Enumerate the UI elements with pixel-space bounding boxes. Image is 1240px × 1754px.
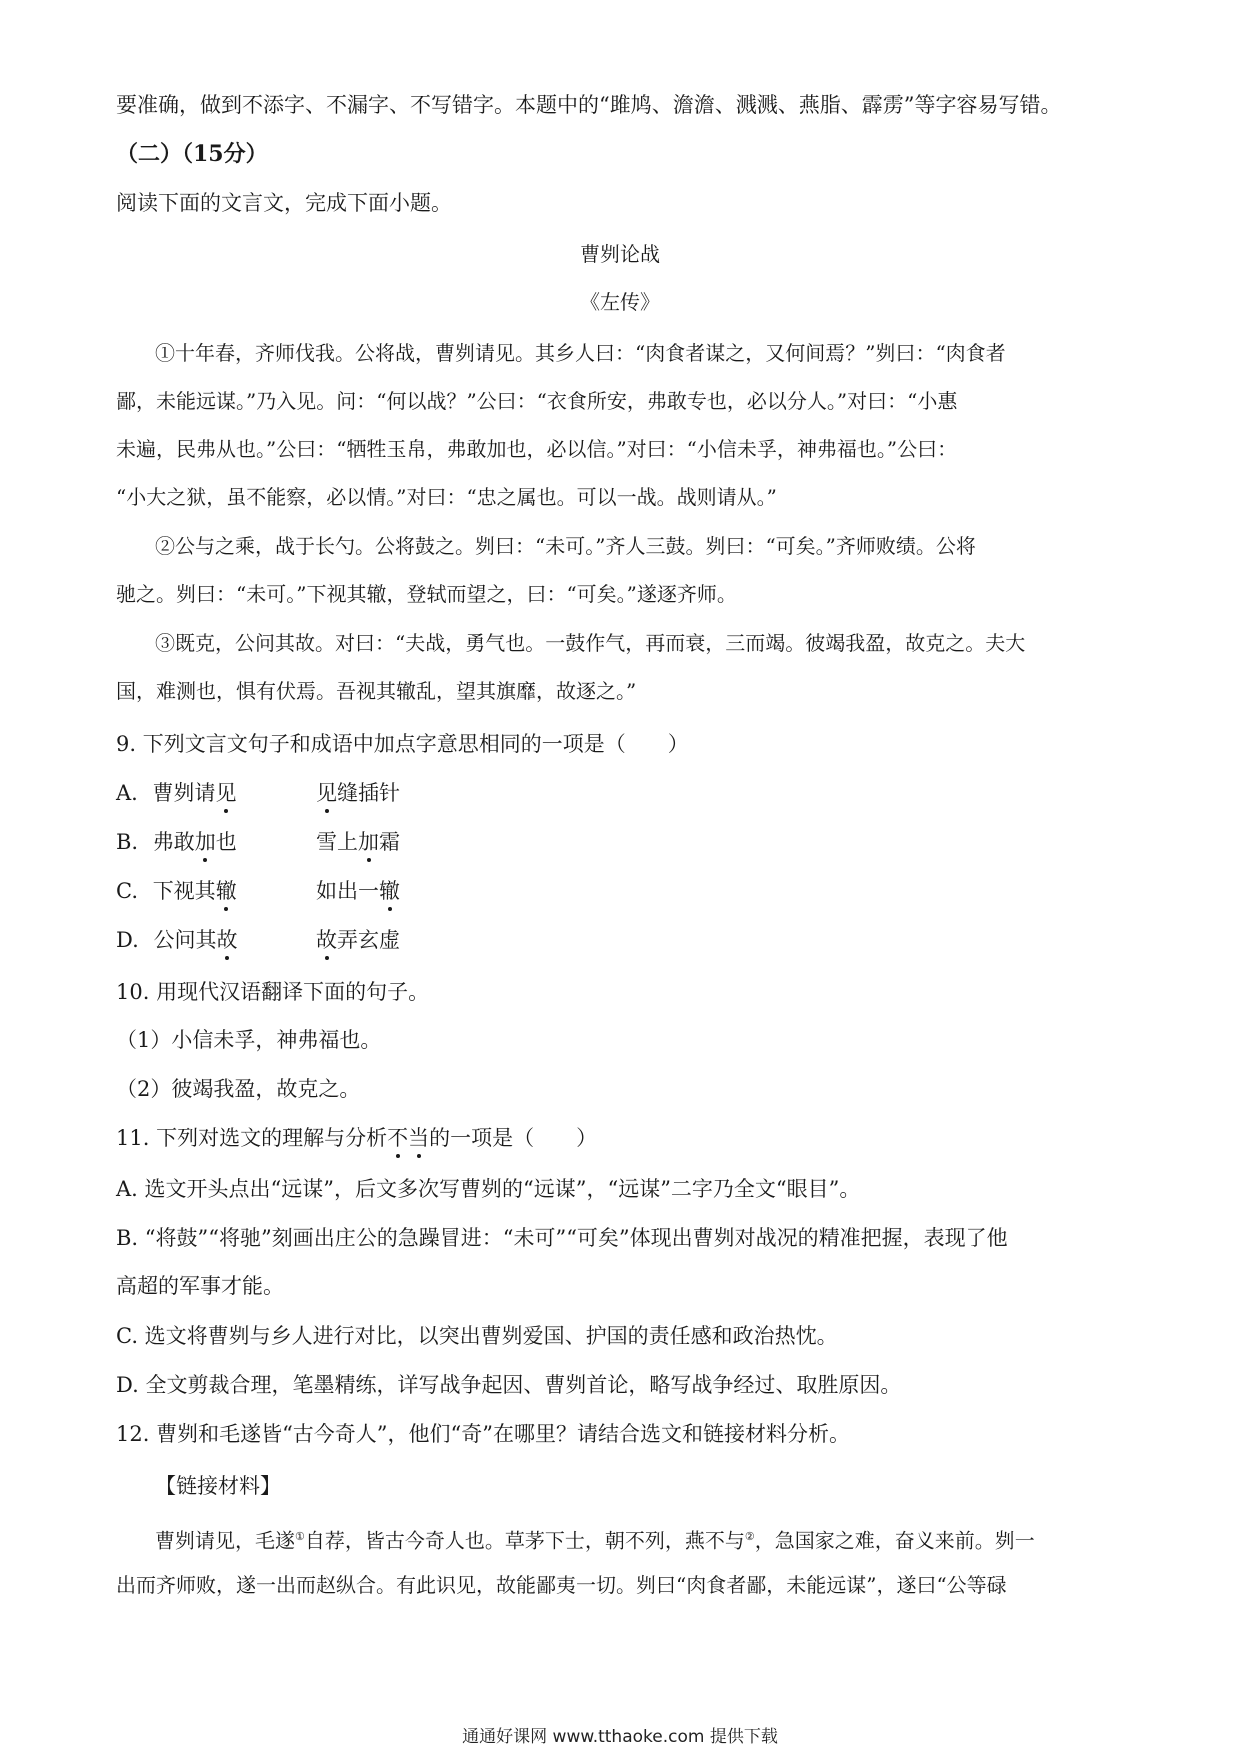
q11-option-c: C. 选文将曹刿与乡人进行对比，以突出曹刿爱国、护国的责任感和政治热忱。	[116, 1324, 838, 1348]
footnote-marker: ②	[744, 1530, 755, 1543]
q11-option-b-line1: B. “将鼓”“将驰”刻画出庄公的急躁冒进：“未可”“可矣”体现出曹刿对战况的精准把握，表现了他	[116, 1226, 1008, 1250]
section-heading: （二）（15分）	[116, 141, 268, 167]
option-letter: D.	[116, 928, 139, 952]
q11-option-b-line2: 高超的军事才能。	[116, 1274, 284, 1298]
option-sentence: 公问其故	[153, 928, 238, 952]
q9-option-c	[116, 877, 237, 905]
passage-source: 《左传》	[580, 290, 660, 314]
q10-item-1: （1）小信未孚，神弗福也。	[116, 1028, 382, 1052]
dotted-char: 加	[194, 830, 216, 854]
q9-stem: 9. 下列文言文句子和成语中加点字意思相同的一项是（ ）	[116, 732, 689, 756]
instruction: 阅读下面的文言文，完成下面小题。	[116, 191, 452, 215]
q9-option-b	[116, 828, 237, 856]
q9-option-b-idiom: 雪上加霜	[316, 830, 400, 854]
q10-stem: 10. 用现代汉语翻译下面的句子。	[116, 980, 430, 1004]
passage-p3-line2: 国，难测也，惧有伏焉。吾视其辙乱，望其旗靡，故逐之。”	[116, 679, 637, 703]
option-letter: C.	[116, 879, 138, 903]
footnote-marker: ①	[295, 1530, 305, 1543]
passage-p1-line1: ①十年春，齐师伐我。公将战，曹刿请见。其乡人曰：“肉食者谋之，又何间焉？”刿曰：“肉食者	[155, 341, 1006, 365]
q10-item-2: （2）彼竭我盈，故克之。	[116, 1077, 361, 1101]
dotted-char: 加	[358, 830, 379, 854]
q11-option-a: A. 选文开头点出“远谋”，后文多次写曹刿的“远谋”，“远谋”二字乃全文“眼目”。	[116, 1177, 861, 1201]
option-sentence: 下视其辙	[152, 879, 237, 903]
passage-p2-line2: 驰之。刿曰：“未可。”下视其辙，登轼而望之，曰：“可矣。”遂逐齐师。	[116, 582, 737, 606]
passage-p1-line3: 未遍，民弗从也。”公曰：“牺牲玉帛，弗敢加也，必以信。”对曰：“小信未孚，神弗福也。”公曰：	[116, 437, 958, 461]
q11-stem: 11. 下列对选文的理解与分析不当的一项是（ ）	[116, 1126, 598, 1150]
dotted-char: 见	[215, 781, 237, 805]
q9-option-d-idiom: 故弄玄虚	[316, 928, 400, 952]
dotted-char: 辙	[215, 879, 237, 903]
q11-option-d: D. 全文剪裁合理，笔墨精练，详写战争起因、曹刿首论，略写战争经过、取胜原因。	[116, 1373, 902, 1397]
top-note: 要准确，做到不添字、不漏字、不写错字。本题中的“雎鸠、澹澹、溅溅、燕脂、霹雳”等字容易写错。	[116, 93, 1062, 117]
passage-p1-line4: “小大之狱，虽不能察，必以情。”对曰：“忠之属也。可以一战。战则请从。”	[116, 485, 777, 509]
link-material-heading: 【链接材料】	[155, 1474, 281, 1498]
dotted-char: 故	[216, 928, 238, 952]
passage-p1-line2: 鄙，未能远谋。”乃入见。问：“何以战？”公曰：“衣食所安，弗敢专也，必以分人。”对曰：“小惠	[116, 389, 958, 413]
option-letter: B.	[116, 830, 139, 854]
dotted-char: 当	[408, 1126, 430, 1150]
option-letter: A.	[116, 781, 138, 805]
dotted-char: 辙	[379, 879, 400, 903]
page-footer: 通通好课网 www.tthaoke.com 提供下载	[462, 1727, 778, 1747]
q9-option-a	[116, 779, 237, 807]
passage-title: 曹刿论战	[580, 242, 660, 266]
passage-p3-line1: ③既克，公问其故。对曰：“夫战，勇气也。一鼓作气，再而衰，三而竭。彼竭我盈，故克之。夫大	[155, 631, 1026, 655]
option-sentence: 曹刿请见	[152, 781, 237, 805]
passage-p2-line1: ②公与之乘，战于长勺。公将鼓之。刿曰：“未可。”齐人三鼓。刿曰：“可矣。”齐师败绩。公将	[155, 534, 976, 558]
q9-option-d	[116, 926, 237, 954]
q12-stem: 12. 曹刿和毛遂皆“古今奇人”，他们“奇”在哪里？请结合选文和链接材料分析。	[116, 1422, 851, 1446]
link-material-line1: 曹刿请见，毛遂①自荐，皆古今奇人也。草茅下士，朝不列，燕不与②，急国家之难，奋义来前。刿一	[155, 1528, 1035, 1553]
dotted-char: 故	[316, 928, 337, 952]
dotted-char: 见	[316, 781, 337, 805]
dotted-char: 不	[387, 1126, 409, 1150]
link-material-line2: 出而齐师败，遂一出而赵纵合。有此识见，故能鄙夷一切。刿曰“肉食者鄙，未能远谋”，遂曰“公等碌	[116, 1573, 1007, 1597]
q9-option-a-idiom: 见缝插针	[316, 781, 400, 805]
q9-option-c-idiom: 如出一辙	[316, 879, 400, 903]
option-sentence: 弗敢加也	[152, 830, 237, 854]
